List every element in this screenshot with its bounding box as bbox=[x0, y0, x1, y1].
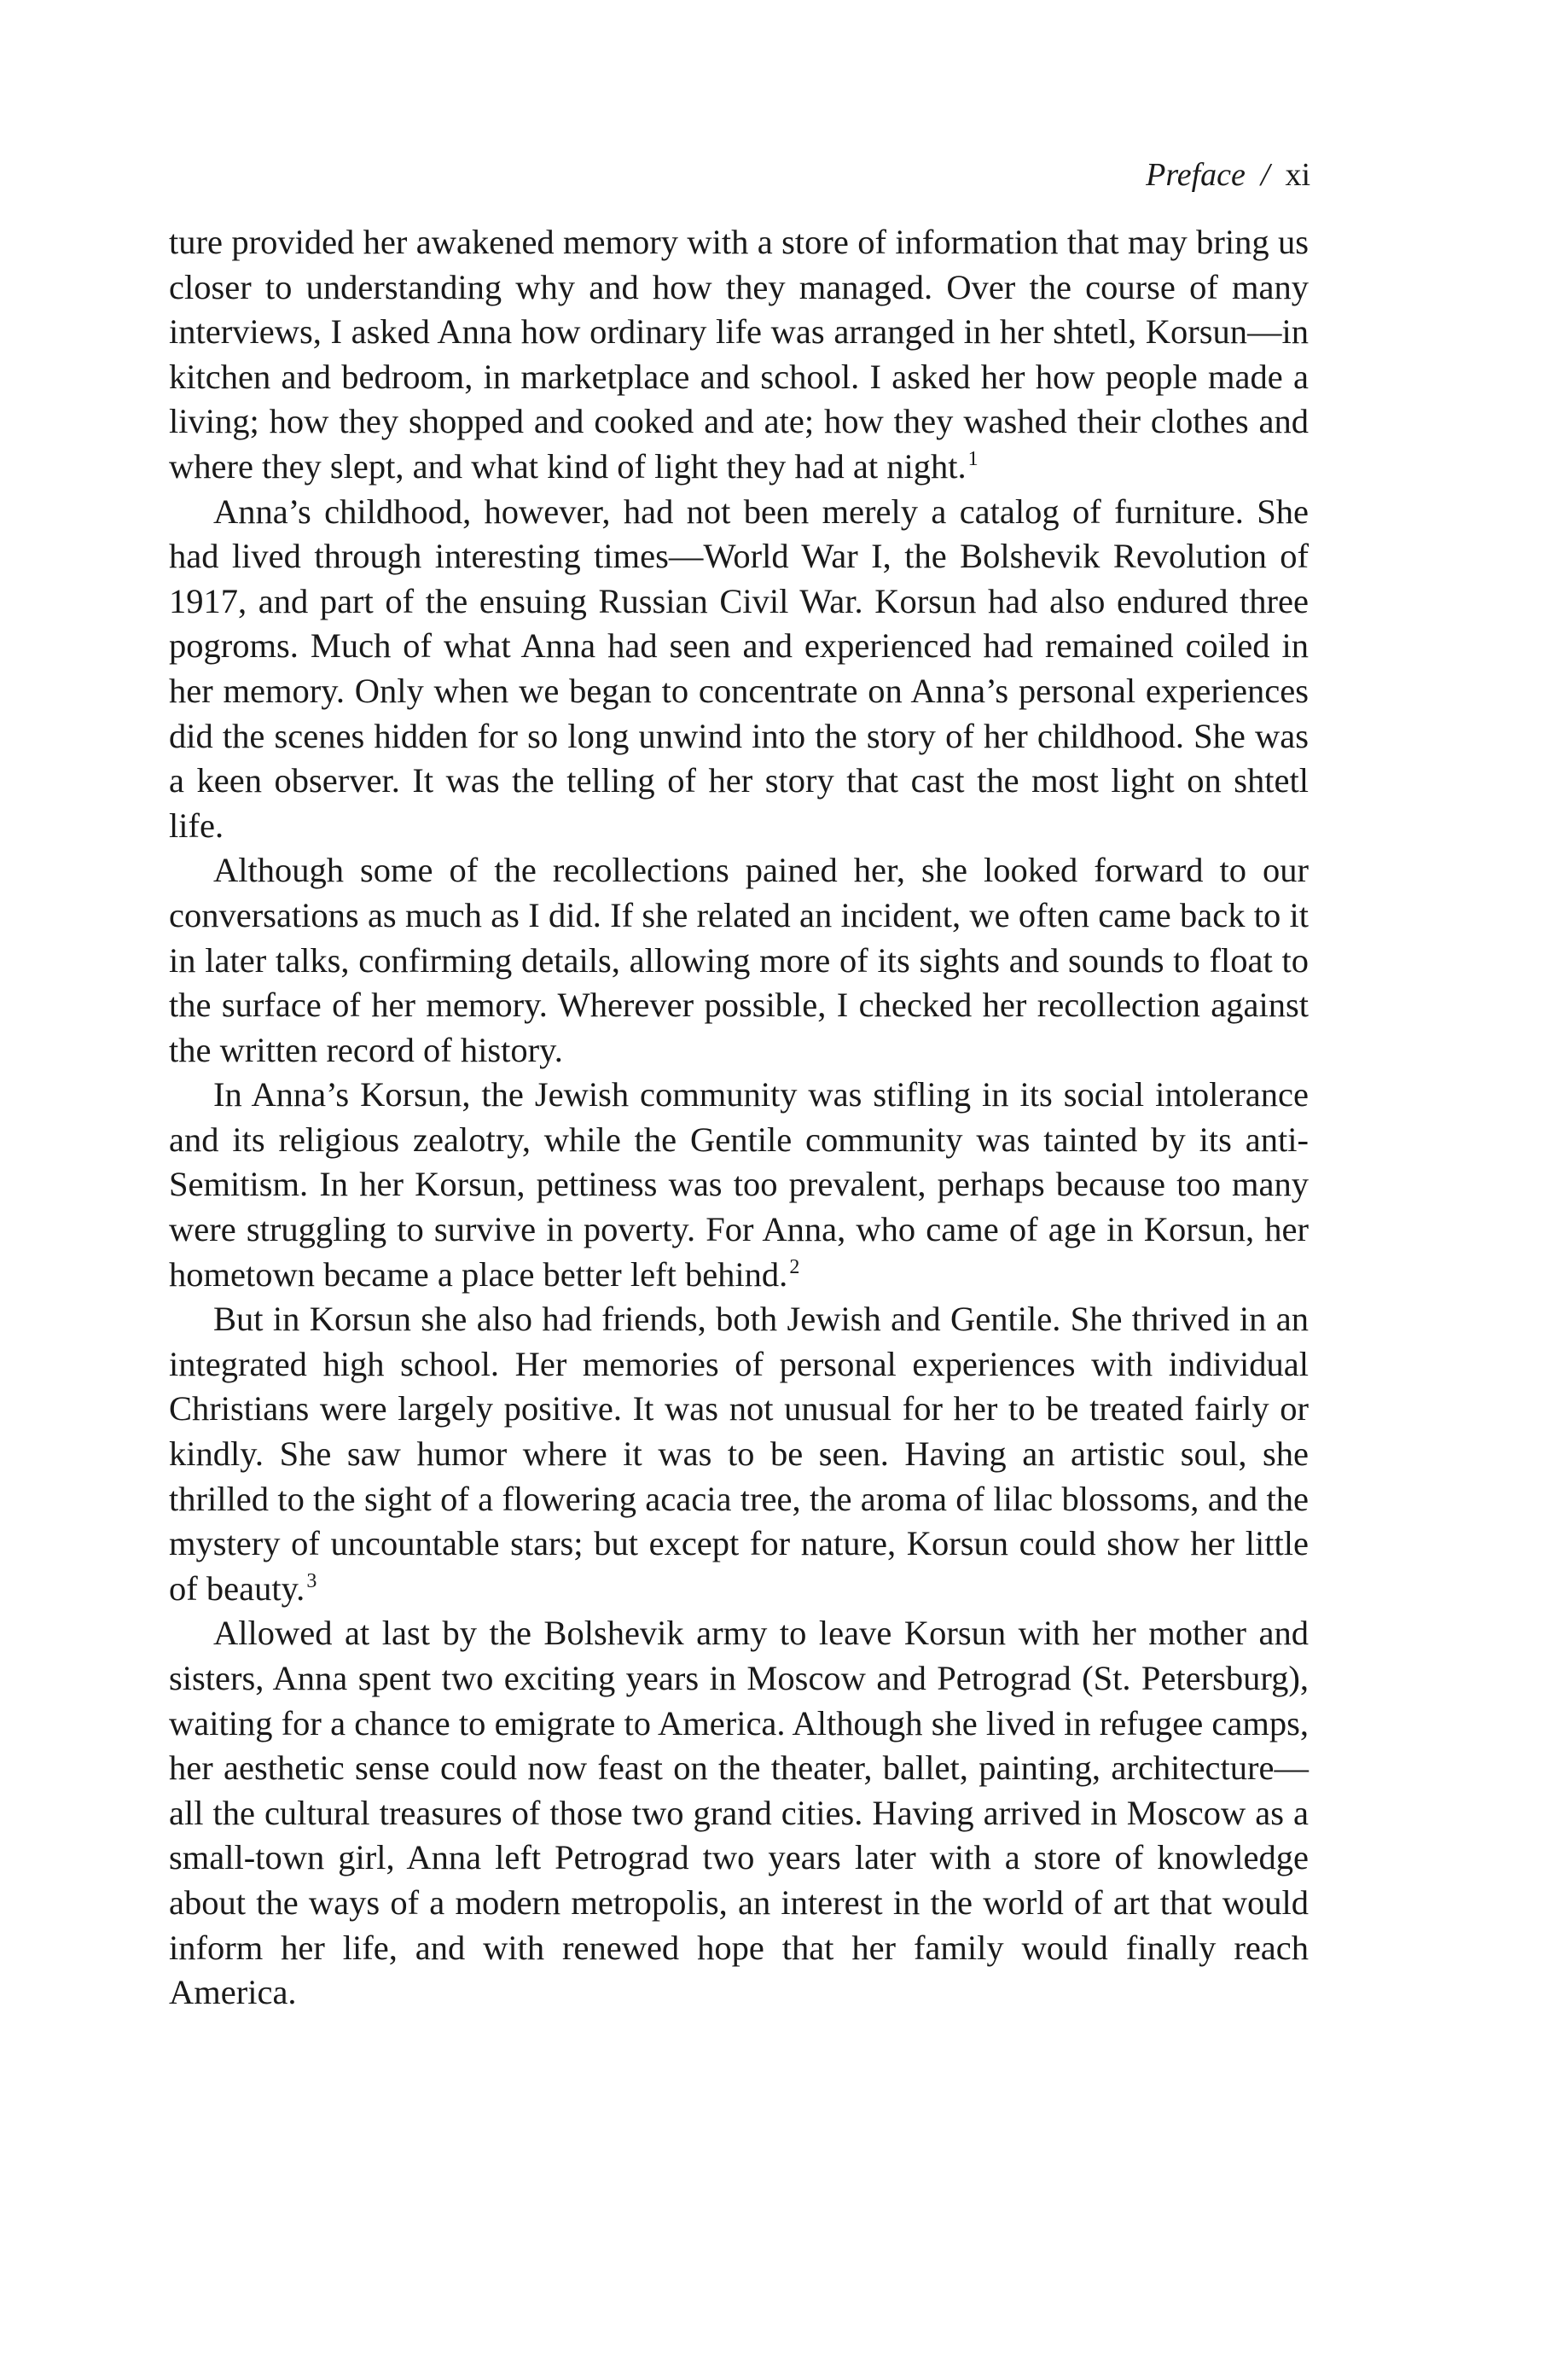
paragraph bbox=[169, 1611, 1309, 2015]
footnote-marker: 3 bbox=[306, 1569, 317, 1592]
footnote-marker: 1 bbox=[967, 447, 979, 470]
running-head bbox=[1146, 155, 1310, 195]
paragraph bbox=[169, 1073, 1309, 1297]
paragraph-text: Allowed at last by the Bolshevik army to leave Korsun with her mother and sisters, Anna spent two exciting years in Moscow and Petrograd (St. Petersburg), waiting for a chance to emigrate to America. Although she lived in refugee camps, her aesthetic sense could now feast on the theater, ballet, painting, architecture—all the cultural treasures of those two grand cities. Having arrived in Moscow as a small-town girl, Anna left Petrograd two years later with a store of knowledge about the ways of a modern metropolis, an interest in the world of art that would inform her life, and with renewed hope that her family would finally reach America. bbox=[169, 1614, 1309, 2012]
paragraph bbox=[169, 490, 1309, 849]
paragraph bbox=[169, 848, 1309, 1073]
paragraph bbox=[169, 220, 1309, 490]
running-head-separator: / bbox=[1260, 157, 1270, 193]
running-head-title: Preface bbox=[1146, 157, 1246, 193]
page-number: xi bbox=[1285, 157, 1310, 193]
paragraph-text: Although some of the recollections pained her, she looked forward to our conversations as much as I did. If she related an incident, we often came back to it in later talks, confirming details, allowing more of its sights and sounds to float to the surface of her memory. Wherever possible, I checked her recollection against the written record of history. bbox=[169, 851, 1309, 1069]
paragraph-text: In Anna’s Korsun, the Jewish community was stifling in its social intolerance and its religious zealotry, while the Gentile community was tainted by its anti-Semitism. In her Korsun, pettiness was too prevalent, perhaps because too many were struggling to survive in poverty. For Anna, who came of age in Korsun, her hometown became a place better left behind. bbox=[169, 1075, 1309, 1294]
paragraph-text: Anna’s childhood, however, had not been merely a catalog of furniture. She had lived through interesting times—World War I, the Bolshevik Revolution of 1917, and part of the ensuing Russian Civil War. Korsun had also endured three pogroms. Much of what Anna had seen and experienced had remained coiled in her memory. Only when we began to concentrate on Anna’s personal experiences did the scenes hidden for so long unwind into the story of her childhood. She was a keen observer. It was the telling of her story that cast the most light on shtetl life. bbox=[169, 492, 1309, 845]
paragraph bbox=[169, 1297, 1309, 1611]
paragraph-text: But in Korsun she also had friends, both Jewish and Gentile. She thrived in an integrated high school. Her memories of personal experiences with individual Christians were largely positive. It was not unusual for her to be treated fairly or kindly. She saw humor where it was to be seen. Having an artistic soul, she thrilled to the sight of a flowering acacia tree, the aroma of lilac blossoms, and the mystery of uncountable stars; but except for nature, Korsun could show her little of beauty. bbox=[169, 1300, 1309, 1608]
body-text bbox=[169, 220, 1309, 2016]
footnote-marker: 2 bbox=[789, 1255, 800, 1278]
paragraph-text: ture provided her awakened memory with a store of information that may bring us closer to understanding why and how they managed. Over the course of many interviews, I asked Anna how ordinary life was arranged in her shtetl, Korsun—in kitchen and bedroom, in marketplace and school. I asked her how people made a living; how they shopped and cooked and ate; how they washed their clothes and where they slept, and what kind of light they had at night. bbox=[169, 223, 1309, 486]
